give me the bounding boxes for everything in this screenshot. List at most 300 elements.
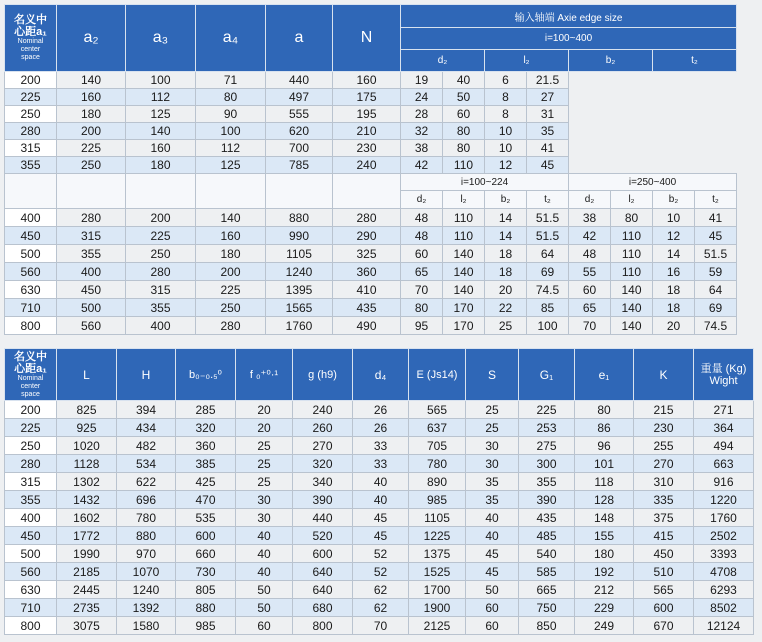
table-cell: 148 bbox=[575, 509, 634, 527]
table-cell: 110 bbox=[611, 245, 653, 263]
table-cell: 195 bbox=[333, 106, 401, 123]
table-row bbox=[5, 455, 754, 473]
table-cell: 360 bbox=[333, 263, 401, 281]
table-cell: 850 bbox=[519, 617, 575, 635]
nominal-center-cell: 500 bbox=[5, 245, 57, 263]
table-cell: 74.5 bbox=[695, 317, 737, 335]
table-cell: 25 bbox=[466, 401, 519, 419]
table-cell: 880 bbox=[117, 527, 176, 545]
table-cell: 280 bbox=[126, 263, 196, 281]
table-cell: 50 bbox=[466, 581, 519, 599]
table-cell: 128 bbox=[575, 491, 634, 509]
table-cell: 6293 bbox=[694, 581, 754, 599]
table-cell: 280 bbox=[57, 209, 126, 227]
table-cell: 65 bbox=[569, 299, 611, 317]
table-row bbox=[5, 617, 754, 635]
table-cell: 70 bbox=[353, 617, 409, 635]
col-header: l₂ bbox=[443, 191, 485, 209]
ratio-range-header: i=100~400 bbox=[401, 28, 737, 50]
table-cell: 62 bbox=[353, 599, 409, 617]
nominal-center-cell: 500 bbox=[5, 545, 57, 563]
table-cell: 705 bbox=[409, 437, 466, 455]
table-cell: 110 bbox=[443, 227, 485, 245]
table-cell: 750 bbox=[519, 599, 575, 617]
table-cell: 600 bbox=[293, 545, 353, 563]
nominal-center-cell: 200 bbox=[5, 401, 57, 419]
table-cell: 310 bbox=[634, 473, 694, 491]
table-cell: 170 bbox=[443, 299, 485, 317]
table-cell: 110 bbox=[443, 209, 485, 227]
table-row bbox=[5, 491, 754, 509]
table-cell: 225 bbox=[57, 140, 126, 157]
table-cell: 110 bbox=[611, 227, 653, 245]
table-cell: 6 bbox=[485, 72, 527, 89]
table-cell: 660 bbox=[176, 545, 236, 563]
table-cell: 415 bbox=[634, 527, 694, 545]
col-header: b₂ bbox=[485, 191, 527, 209]
table-row bbox=[5, 106, 737, 123]
table-row bbox=[5, 437, 754, 455]
table-cell: 59 bbox=[695, 263, 737, 281]
table-cell: 30 bbox=[466, 455, 519, 473]
nominal-center-header: 名义中 心距a₁ Nominal center space bbox=[5, 5, 57, 72]
table-cell: 925 bbox=[57, 419, 117, 437]
table-cell: 20 bbox=[485, 281, 527, 299]
nominal-center-cell: 250 bbox=[5, 106, 57, 123]
table-cell: 355 bbox=[126, 299, 196, 317]
table-cell: 260 bbox=[293, 419, 353, 437]
table-cell: 240 bbox=[293, 401, 353, 419]
nominal-center-cell: 630 bbox=[5, 581, 57, 599]
table-cell: 38 bbox=[401, 140, 443, 157]
table-cell: 45 bbox=[353, 509, 409, 527]
table-cell: 51.5 bbox=[527, 209, 569, 227]
table-cell: 20 bbox=[236, 419, 293, 437]
table-cell: 55 bbox=[569, 263, 611, 281]
table-cell: 215 bbox=[634, 401, 694, 419]
table-cell: 665 bbox=[519, 581, 575, 599]
col-header: t₂ bbox=[695, 191, 737, 209]
table-cell: 440 bbox=[293, 509, 353, 527]
table-cell: 42 bbox=[569, 227, 611, 245]
table-cell: 14 bbox=[485, 227, 527, 245]
table-cell: 435 bbox=[333, 299, 401, 317]
table-cell: 990 bbox=[266, 227, 333, 245]
table-cell: 51.5 bbox=[695, 245, 737, 263]
table-cell: 225 bbox=[196, 281, 266, 299]
table-cell: 62 bbox=[353, 581, 409, 599]
table-cell: 175 bbox=[333, 89, 401, 106]
table-cell: 12 bbox=[485, 157, 527, 174]
table-row bbox=[5, 419, 754, 437]
table-cell: 80 bbox=[196, 89, 266, 106]
table-cell: 60 bbox=[569, 281, 611, 299]
table-cell: 140 bbox=[57, 72, 126, 89]
table-cell: 290 bbox=[333, 227, 401, 245]
table-cell: 1760 bbox=[694, 509, 754, 527]
table-cell: 390 bbox=[293, 491, 353, 509]
table-row bbox=[5, 401, 754, 419]
col-header: 重量 (Kg) Wight bbox=[694, 349, 754, 401]
table-cell: 14 bbox=[485, 209, 527, 227]
table-cell: 12124 bbox=[694, 617, 754, 635]
table-cell: 110 bbox=[611, 263, 653, 281]
table-cell: 255 bbox=[634, 437, 694, 455]
table-cell: 1760 bbox=[266, 317, 333, 335]
table-cell: 1105 bbox=[266, 245, 333, 263]
table-cell: 1700 bbox=[409, 581, 466, 599]
table-cell: 65 bbox=[401, 263, 443, 281]
table-row bbox=[5, 281, 737, 299]
table-cell: 70 bbox=[569, 317, 611, 335]
table-cell: 880 bbox=[266, 209, 333, 227]
table-cell: 30 bbox=[236, 509, 293, 527]
table-cell: 60 bbox=[236, 617, 293, 635]
table-cell: 125 bbox=[196, 157, 266, 174]
table-cell: 40 bbox=[466, 527, 519, 545]
table-cell: 270 bbox=[634, 455, 694, 473]
table-cell: 825 bbox=[57, 401, 117, 419]
table-row bbox=[5, 317, 737, 335]
nominal-center-cell: 400 bbox=[5, 209, 57, 227]
table-cell: 1392 bbox=[117, 599, 176, 617]
table-row bbox=[5, 599, 754, 617]
table-row bbox=[5, 140, 737, 157]
table-cell: 155 bbox=[575, 527, 634, 545]
table-cell: 140 bbox=[443, 245, 485, 263]
table-cell: 140 bbox=[443, 263, 485, 281]
table-cell: 985 bbox=[409, 491, 466, 509]
table-cell: 50 bbox=[236, 599, 293, 617]
nominal-center-cell: 280 bbox=[5, 123, 57, 140]
table-cell: 80 bbox=[443, 123, 485, 140]
table-cell: 1580 bbox=[117, 617, 176, 635]
table-cell: 394 bbox=[117, 401, 176, 419]
table-cell: 31 bbox=[527, 106, 569, 123]
table-cell: 1990 bbox=[57, 545, 117, 563]
table-cell: 212 bbox=[575, 581, 634, 599]
table-cell: 112 bbox=[196, 140, 266, 157]
col-header: d₂ bbox=[401, 191, 443, 209]
table-row bbox=[5, 527, 754, 545]
table-cell: 253 bbox=[519, 419, 575, 437]
table-cell: 18 bbox=[485, 245, 527, 263]
table-cell: 620 bbox=[266, 123, 333, 140]
table-cell: 696 bbox=[117, 491, 176, 509]
nominal-center-cell: 355 bbox=[5, 157, 57, 174]
col-header: N bbox=[333, 5, 401, 72]
table-cell: 670 bbox=[634, 617, 694, 635]
col-header: K bbox=[634, 349, 694, 401]
ratio-range-label: i=100~224 bbox=[401, 174, 569, 191]
table-cell: 780 bbox=[409, 455, 466, 473]
table-cell: 663 bbox=[694, 455, 754, 473]
table-cell: 230 bbox=[333, 140, 401, 157]
table-cell: 28 bbox=[401, 106, 443, 123]
table-cell: 1105 bbox=[409, 509, 466, 527]
table-cell: 390 bbox=[519, 491, 575, 509]
table-cell: 85 bbox=[527, 299, 569, 317]
nominal-center-cell: 200 bbox=[5, 72, 57, 89]
table-cell: 2125 bbox=[409, 617, 466, 635]
table-cell: 1375 bbox=[409, 545, 466, 563]
table-cell: 880 bbox=[176, 599, 236, 617]
col-header: t₂ bbox=[527, 191, 569, 209]
table-cell: 80 bbox=[443, 140, 485, 157]
col-header: f ₀⁺⁰·¹ bbox=[236, 349, 293, 401]
table-cell: 60 bbox=[401, 245, 443, 263]
table-cell: 70 bbox=[401, 281, 443, 299]
table-cell: 1020 bbox=[57, 437, 117, 455]
table-cell: 100 bbox=[196, 123, 266, 140]
table-cell: 160 bbox=[333, 72, 401, 89]
table-cell: 1900 bbox=[409, 599, 466, 617]
table-cell: 95 bbox=[401, 317, 443, 335]
table-cell: 300 bbox=[519, 455, 575, 473]
table-cell: 3393 bbox=[694, 545, 754, 563]
table-cell: 45 bbox=[466, 563, 519, 581]
table-cell: 25 bbox=[466, 419, 519, 437]
table-cell: 112 bbox=[126, 89, 196, 106]
table-cell: 1240 bbox=[266, 263, 333, 281]
col-header: d₂ bbox=[569, 191, 611, 209]
table-cell: 140 bbox=[611, 317, 653, 335]
table-cell: 780 bbox=[117, 509, 176, 527]
table-cell: 800 bbox=[293, 617, 353, 635]
col-header: b₂ bbox=[569, 50, 653, 72]
table-cell: 45 bbox=[466, 545, 519, 563]
table-cell: 2735 bbox=[57, 599, 117, 617]
nominal-center-cell: 560 bbox=[5, 563, 57, 581]
table-cell: 33 bbox=[353, 455, 409, 473]
table-cell: 585 bbox=[519, 563, 575, 581]
col-header: l₂ bbox=[485, 50, 569, 72]
table-row bbox=[5, 72, 737, 89]
table-cell: 160 bbox=[57, 89, 126, 106]
table-cell: 200 bbox=[126, 209, 196, 227]
table-cell: 18 bbox=[653, 281, 695, 299]
table-cell: 320 bbox=[176, 419, 236, 437]
table-cell: 48 bbox=[569, 245, 611, 263]
table-row bbox=[5, 157, 737, 174]
table-row bbox=[5, 89, 737, 106]
table-cell: 140 bbox=[196, 209, 266, 227]
table-cell: 1432 bbox=[57, 491, 117, 509]
table-cell: 600 bbox=[176, 527, 236, 545]
nominal-center-cell: 315 bbox=[5, 140, 57, 157]
table-cell: 41 bbox=[527, 140, 569, 157]
table-cell: 622 bbox=[117, 473, 176, 491]
table-cell: 50 bbox=[443, 89, 485, 106]
col-header: a₂ bbox=[57, 5, 126, 72]
table-cell: 637 bbox=[409, 419, 466, 437]
table-cell: 50 bbox=[236, 581, 293, 599]
table-cell: 140 bbox=[611, 299, 653, 317]
table-cell: 8502 bbox=[694, 599, 754, 617]
table-cell: 280 bbox=[196, 317, 266, 335]
table-cell: 1220 bbox=[694, 491, 754, 509]
table-cell: 640 bbox=[293, 581, 353, 599]
col-header: b₀₋₀.₅⁰ bbox=[176, 349, 236, 401]
table-cell: 680 bbox=[293, 599, 353, 617]
table-cell: 435 bbox=[519, 509, 575, 527]
table-cell: 320 bbox=[293, 455, 353, 473]
table-cell: 32 bbox=[401, 123, 443, 140]
table-cell: 275 bbox=[519, 437, 575, 455]
table-cell: 2502 bbox=[694, 527, 754, 545]
table-cell: 21.5 bbox=[527, 72, 569, 89]
table-cell: 22 bbox=[485, 299, 527, 317]
table-cell: 10 bbox=[653, 209, 695, 227]
table-cell: 890 bbox=[409, 473, 466, 491]
table-cell: 482 bbox=[117, 437, 176, 455]
col-header: d₄ bbox=[353, 349, 409, 401]
dimension-table-lower bbox=[4, 348, 754, 635]
table-cell: 555 bbox=[266, 106, 333, 123]
table-row bbox=[5, 563, 754, 581]
table-cell: 18 bbox=[653, 299, 695, 317]
table-cell: 100 bbox=[126, 72, 196, 89]
col-header: t₂ bbox=[653, 50, 737, 72]
table-cell: 40 bbox=[353, 473, 409, 491]
nominal-center-cell: 225 bbox=[5, 419, 57, 437]
table-cell: 4708 bbox=[694, 563, 754, 581]
table-cell: 540 bbox=[519, 545, 575, 563]
table-cell: 125 bbox=[126, 106, 196, 123]
table-cell: 200 bbox=[57, 123, 126, 140]
table-cell: 210 bbox=[333, 123, 401, 140]
table-cell: 118 bbox=[575, 473, 634, 491]
table-cell: 41 bbox=[695, 209, 737, 227]
table-cell: 1395 bbox=[266, 281, 333, 299]
table-cell: 25 bbox=[485, 317, 527, 335]
nominal-center-cell: 710 bbox=[5, 599, 57, 617]
col-header: b₂ bbox=[653, 191, 695, 209]
table-cell: 20 bbox=[653, 317, 695, 335]
table-cell: 90 bbox=[196, 106, 266, 123]
col-header: E (Js14) bbox=[409, 349, 466, 401]
col-header: e₁ bbox=[575, 349, 634, 401]
dimension-table-upper bbox=[4, 4, 737, 335]
table-cell: 271 bbox=[694, 401, 754, 419]
table-cell: 10 bbox=[485, 123, 527, 140]
table-cell: 20 bbox=[236, 401, 293, 419]
table-cell: 335 bbox=[634, 491, 694, 509]
table-cell: 225 bbox=[126, 227, 196, 245]
table-cell: 565 bbox=[409, 401, 466, 419]
table-row bbox=[5, 263, 737, 281]
table-cell: 400 bbox=[126, 317, 196, 335]
table-cell: 249 bbox=[575, 617, 634, 635]
axle-edge-header: 输入轴端 Axie edge size bbox=[401, 5, 737, 28]
table-cell: 96 bbox=[575, 437, 634, 455]
table-cell: 160 bbox=[126, 140, 196, 157]
table-cell: 40 bbox=[236, 563, 293, 581]
nominal-center-cell: 280 bbox=[5, 455, 57, 473]
table-cell: 640 bbox=[293, 563, 353, 581]
table-row bbox=[5, 245, 737, 263]
table-cell: 270 bbox=[293, 437, 353, 455]
table-cell: 250 bbox=[126, 245, 196, 263]
table-cell: 18 bbox=[485, 263, 527, 281]
nominal-center-cell: 800 bbox=[5, 617, 57, 635]
table-cell: 52 bbox=[353, 545, 409, 563]
table-cell: 33 bbox=[353, 437, 409, 455]
table-cell: 8 bbox=[485, 89, 527, 106]
table-cell: 355 bbox=[57, 245, 126, 263]
table-cell: 74.5 bbox=[527, 281, 569, 299]
table-cell: 27 bbox=[527, 89, 569, 106]
nominal-center-cell: 400 bbox=[5, 509, 57, 527]
table-cell: 30 bbox=[466, 437, 519, 455]
table-cell: 360 bbox=[176, 437, 236, 455]
table-cell: 375 bbox=[634, 509, 694, 527]
table-cell: 80 bbox=[611, 209, 653, 227]
col-header: a₄ bbox=[196, 5, 266, 72]
table-cell: 25 bbox=[236, 455, 293, 473]
table-row bbox=[5, 299, 737, 317]
table-cell: 35 bbox=[466, 491, 519, 509]
table-cell: 180 bbox=[575, 545, 634, 563]
table-cell: 45 bbox=[695, 227, 737, 245]
table-row bbox=[5, 473, 754, 491]
nominal-center-cell: 450 bbox=[5, 227, 57, 245]
table-cell: 140 bbox=[443, 281, 485, 299]
col-header: L bbox=[57, 349, 117, 401]
table-cell: 51.5 bbox=[527, 227, 569, 245]
table-cell: 785 bbox=[266, 157, 333, 174]
table-cell: 64 bbox=[527, 245, 569, 263]
table-cell: 1128 bbox=[57, 455, 117, 473]
table-cell: 497 bbox=[266, 89, 333, 106]
table-cell: 52 bbox=[353, 563, 409, 581]
table-cell: 410 bbox=[333, 281, 401, 299]
table-cell: 985 bbox=[176, 617, 236, 635]
table-cell: 26 bbox=[353, 401, 409, 419]
table-cell: 38 bbox=[569, 209, 611, 227]
table-cell: 100 bbox=[527, 317, 569, 335]
table-cell: 250 bbox=[57, 157, 126, 174]
nominal-center-cell: 315 bbox=[5, 473, 57, 491]
table-cell: 60 bbox=[443, 106, 485, 123]
table-cell: 19 bbox=[401, 72, 443, 89]
table-cell: 535 bbox=[176, 509, 236, 527]
table-cell: 485 bbox=[519, 527, 575, 545]
table-cell: 140 bbox=[126, 123, 196, 140]
table-cell: 1525 bbox=[409, 563, 466, 581]
table-cell: 440 bbox=[266, 72, 333, 89]
table-cell: 40 bbox=[236, 527, 293, 545]
table-cell: 48 bbox=[401, 209, 443, 227]
nominal-center-cell: 355 bbox=[5, 491, 57, 509]
table-cell: 534 bbox=[117, 455, 176, 473]
table-cell: 35 bbox=[466, 473, 519, 491]
table-cell: 25 bbox=[236, 473, 293, 491]
table-cell: 35 bbox=[527, 123, 569, 140]
table-cell: 730 bbox=[176, 563, 236, 581]
col-header: G₁ bbox=[519, 349, 575, 401]
table-cell: 520 bbox=[293, 527, 353, 545]
table-cell: 600 bbox=[634, 599, 694, 617]
table-cell: 14 bbox=[653, 245, 695, 263]
table-cell: 490 bbox=[333, 317, 401, 335]
table-cell: 2445 bbox=[57, 581, 117, 599]
table-cell: 500 bbox=[57, 299, 126, 317]
table-cell: 510 bbox=[634, 563, 694, 581]
table-cell: 3075 bbox=[57, 617, 117, 635]
ratio-range-label: i=250~400 bbox=[569, 174, 737, 191]
table-cell: 434 bbox=[117, 419, 176, 437]
